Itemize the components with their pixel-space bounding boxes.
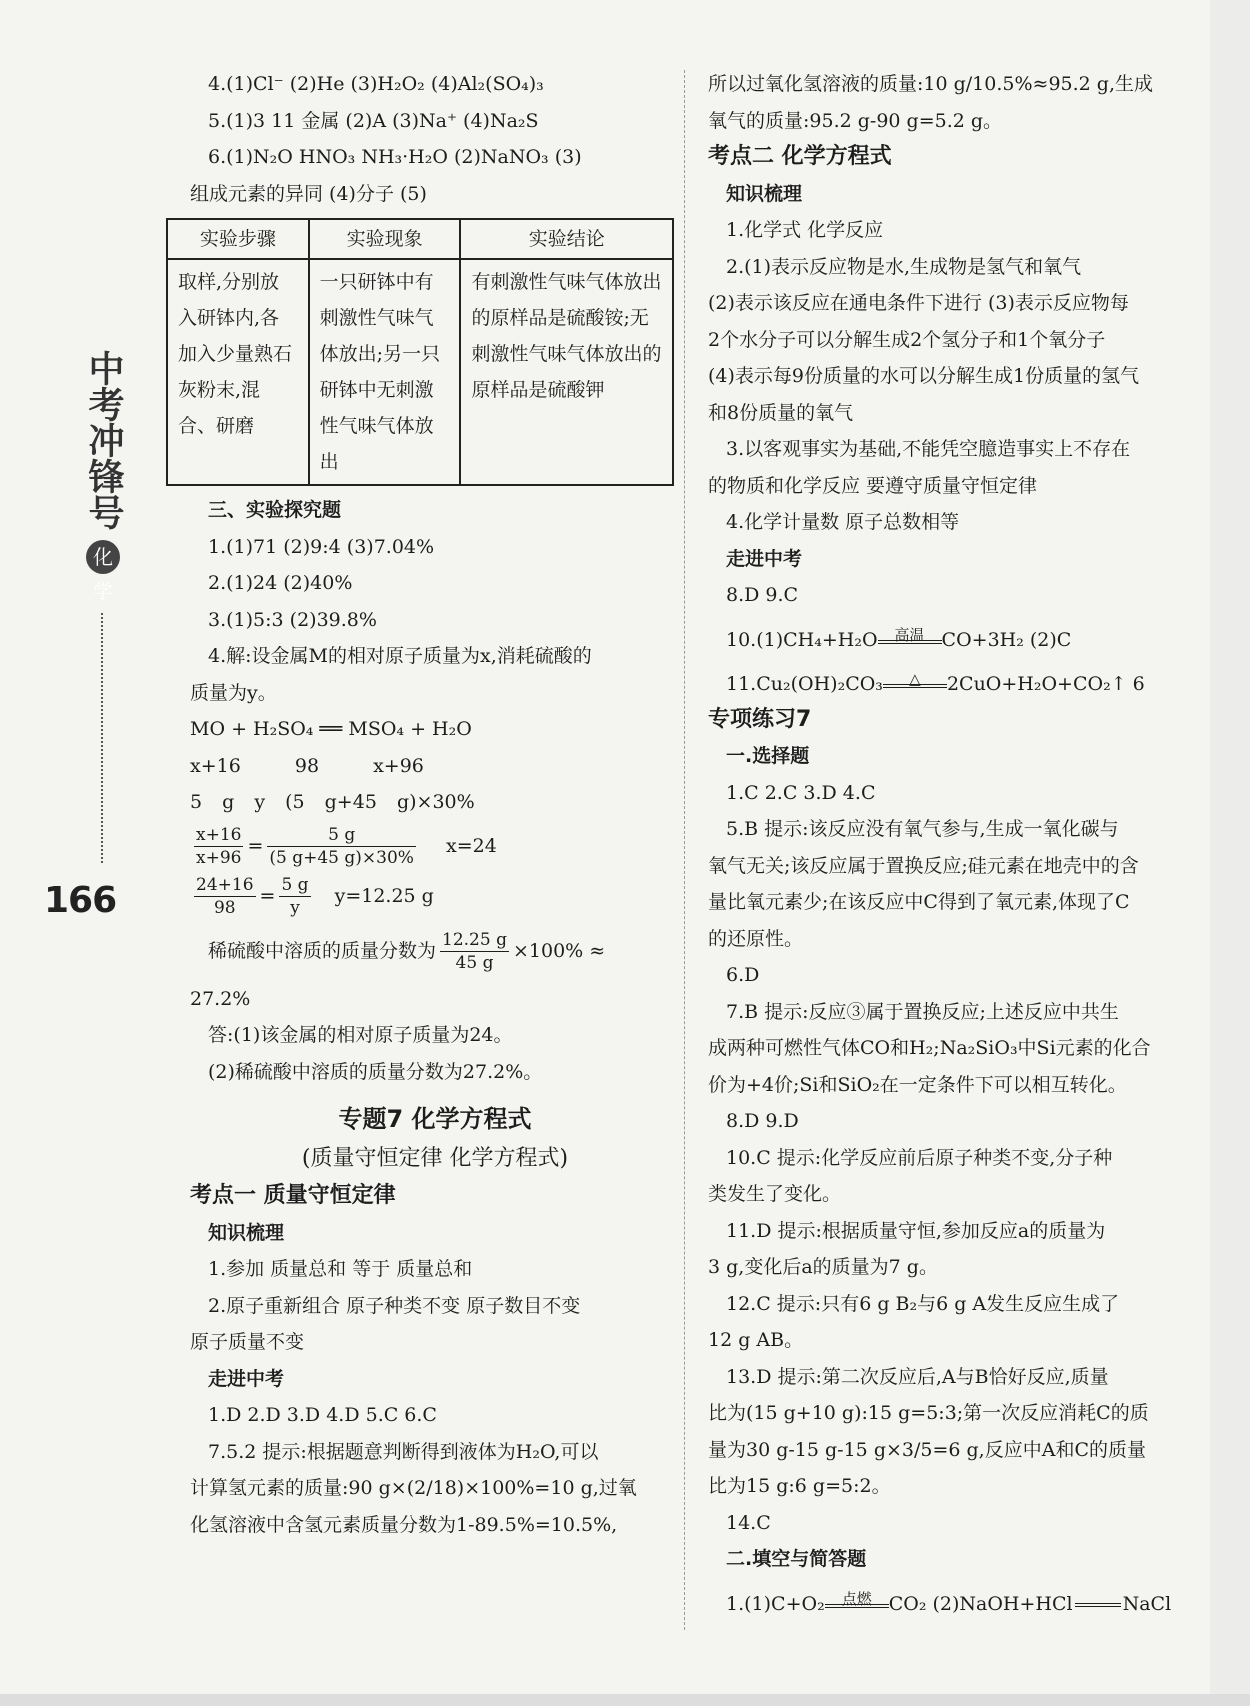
column-divider — [684, 70, 685, 1630]
equation-line: 10.(1)CH₄+H₂O 高温 CO+3H₂ (2)C — [726, 625, 1072, 651]
bottom-edge — [0, 1694, 1250, 1706]
fraction-line: 稀硫酸中溶质的质量分数为 $\frac{12.25 g}{45 g}$ ×100% ≈ — [208, 930, 606, 973]
section-heading: 考点二 化学方程式 — [708, 144, 892, 169]
text-line: 质量为y。 — [190, 681, 277, 704]
page-number: 166 — [44, 880, 117, 921]
subsection-heading: 走进中考 — [726, 547, 803, 570]
table-cell: 一只研钵中有刺激性气味气体放出;另一只研钵中无刺激性气味气体放出 — [309, 259, 461, 485]
section-heading: 专项练习7 — [708, 706, 812, 732]
equation-line: MO + H₂SO₄ ══ MSO₄ + H₂O — [190, 718, 472, 740]
fraction: $\frac{24+16}{98}$ — [196, 875, 254, 918]
text-line: 1.D 2.D 3.D 4.D 5.C 6.C — [208, 1404, 437, 1426]
text-line: 量为30 g-15 g-15 g×3/5=6 g,反应中A和C的质量 — [708, 1438, 1146, 1461]
table-cell: 有刺激性气味气体放出的原样品是硫酸铵;无刺激性气味气体放出的原样品是硫酸钾 — [460, 259, 673, 485]
section-heading: 三、实验探究题 — [208, 499, 342, 521]
text-line: 2.(1)表示反应物是水,生成物是氢气和氧气 — [726, 255, 1082, 278]
section-heading: 考点一 质量守恒定律 — [190, 1183, 396, 1208]
text-line: 10.C 提示:化学反应前后原子种类不变,分子种 — [726, 1146, 1113, 1169]
text-line: 类发生了变化。 — [708, 1183, 842, 1205]
text-line: 4.化学计量数 原子总数相等 — [726, 511, 960, 533]
text-line: (2)稀硫酸中溶质的质量分数为27.2%。 — [208, 1060, 543, 1083]
sidebar-dotted-line — [101, 613, 105, 863]
text-line: 7.5.2 提示:根据题意判断得到液体为H₂O,可以 — [208, 1440, 599, 1463]
subsection-heading: 知识梳理 — [726, 182, 803, 205]
subsection-heading: 知识梳理 — [208, 1221, 285, 1244]
table-header: 实验结论 — [460, 219, 673, 259]
text-line: 6.(1)N₂O HNO₃ NH₃·H₂O (2)NaNO₃ (3) — [208, 146, 582, 168]
text-line: 比为(15 g+10 g):15 g=5:3;第一次反应消耗C的质 — [708, 1402, 1149, 1424]
experiment-table — [166, 218, 674, 486]
subsection-heading: 一.选择题 — [726, 745, 810, 767]
text-line: 3.(1)5:3 (2)39.8% — [208, 608, 377, 631]
text-line: 1.C 2.C 3.D 4.C — [726, 781, 876, 804]
text-line: 和8份质量的氧气 — [708, 401, 854, 424]
topic-title: 专题7 化学方程式 — [338, 1105, 532, 1133]
subsection-heading: 二.填空与简答题 — [726, 1548, 867, 1570]
book-sidebar — [80, 350, 126, 873]
text-line: 2.(1)24 (2)40% — [208, 572, 353, 594]
text-line: 组成元素的异同 (4)分子 (5) — [190, 182, 427, 205]
text-line: (2)表示该反应在通电条件下进行 (3)表示反应物每 — [708, 292, 1129, 314]
text-line: 量比氧元素少;在该反应中C得到了氧元素,体现了C — [708, 891, 1130, 913]
subsection-heading: 走进中考 — [208, 1367, 285, 1390]
equation-line: 5 g y (5 g+45 g)×30% — [190, 791, 475, 813]
text-line: 14.C — [726, 1511, 771, 1534]
text-line: 化氢溶液中含氢元素质量分数为1-89.5%=10.5%, — [190, 1513, 618, 1536]
text-line: 6.D — [726, 964, 760, 986]
page-edge — [1210, 0, 1250, 1706]
fraction-line: $\frac{24+16}{98}$ = $\frac{5 g}{y}$ y=12.25 g — [196, 875, 434, 918]
text-line: 3.以客观事实为基础,不能凭空臆造事实上不存在 — [726, 438, 1131, 460]
subject-badge: 化学 — [86, 540, 120, 574]
text-line: 2.原子重新组合 原子种类不变 原子数目不变 — [208, 1294, 581, 1317]
right-column — [708, 66, 1208, 1622]
text-line: 1.化学式 化学反应 — [726, 219, 884, 241]
text-line: 氧气的质量:95.2 g-90 g=5.2 g。 — [708, 109, 1003, 132]
book-title: 中考冲锋号 — [83, 350, 124, 530]
text-line: 8.D 9.C — [726, 584, 799, 606]
text-line: 答:(1)该金属的相对原子质量为24。 — [208, 1024, 513, 1046]
topic-subtitle: (质量守恒定律 化学方程式) — [301, 1146, 569, 1171]
equation-line: 11.Cu₂(OH)₂CO₃ △ 2CuO+H₂O+CO₂↑ 6 — [726, 669, 1145, 695]
fraction: $\frac{5 g}{(5 g+45 g)\times 30\%}$ — [269, 825, 414, 868]
text-line: 27.2% — [190, 987, 251, 1010]
text-line: 的物质和化学反应 要遵守质量守恒定律 — [708, 474, 1038, 497]
text-line: 13.D 提示:第二次反应后,A与B恰好反应,质量 — [726, 1365, 1109, 1388]
text-line: 1.(1)71 (2)9:4 (3)7.04% — [208, 535, 435, 558]
text-line: 的还原性。 — [708, 927, 804, 950]
text-line: 计算氢元素的质量:90 g×(2/18)×100%=10 g,过氧 — [190, 1477, 637, 1499]
text-line: 4.(1)Cl⁻ (2)He (3)H₂O₂ (4)Al₂(SO₄)₃ — [208, 73, 544, 95]
equation-line: x+16 98 x+96 — [190, 754, 424, 777]
text-line: 8.D 9.D — [726, 1110, 799, 1132]
fraction: $\frac{x+16}{x+96}$ — [196, 825, 242, 868]
text-line: 成两种可燃性气体CO和H₂;Na₂SiO₃中Si元素的化合 — [708, 1037, 1151, 1059]
text-line: 4.解:设金属M的相对原子质量为x,消耗硫酸的 — [208, 645, 592, 667]
text-line: 12 g AB。 — [708, 1329, 804, 1351]
text-line: 11.D 提示:根据质量守恒,参加反应a的质量为 — [726, 1219, 1106, 1242]
text-line: 所以过氧化氢溶液的质量:10 g/10.5%≈95.2 g,生成 — [708, 73, 1154, 95]
text-line: 3 g,变化后a的质量为7 g。 — [708, 1256, 938, 1278]
text-line: 氧气无关;该反应属于置换反应;硅元素在地壳中的含 — [708, 854, 1139, 877]
text-line: 2个水分子可以分解生成2个氢分子和1个氧分子 — [708, 328, 1106, 351]
table-header: 实验现象 — [309, 219, 461, 259]
text-line: 5.B 提示:该反应没有氧气参与,生成一氧化碳与 — [726, 818, 1119, 840]
fraction: $\frac{5 g}{y}$ — [281, 875, 309, 918]
fraction-line: $\frac{x+16}{x+96}$ = $\frac{5 g}{(5 g+45 g)\times 30\%}$ x=24 — [196, 825, 497, 868]
text-line: (4)表示每9份质量的水可以分解生成1份质量的氢气 — [708, 365, 1140, 387]
equation-line: 1.(1)C+O₂ 点燃 CO₂ (2)NaOH+HCl NaCl — [726, 1589, 1172, 1615]
text-line: 7.B 提示:反应③属于置换反应;上述反应中共生 — [726, 1000, 1119, 1023]
equals-sign — [1075, 1603, 1121, 1607]
text-line: 原子质量不变 — [190, 1331, 305, 1353]
text-line: 12.C 提示:只有6 g B₂与6 g A发生反应生成了 — [726, 1292, 1120, 1315]
text-line: 比为15 g:6 g=5:2。 — [708, 1475, 891, 1497]
text-line: 价为+4价;Si和SiO₂在一定条件下可以相互转化。 — [708, 1073, 1127, 1096]
text-line: 5.(1)3 11 金属 (2)A (3)Na⁺ (4)Na₂S — [208, 109, 539, 132]
table-cell: 取样,分别放入研钵内,各加入少量熟石灰粉末,混合、研磨 — [167, 259, 309, 485]
left-column — [178, 66, 680, 1543]
table-header: 实验步骤 — [167, 219, 309, 259]
fraction: $\frac{12.25 g}{45 g}$ — [442, 930, 507, 973]
text-line: 1.参加 质量总和 等于 质量总和 — [208, 1258, 473, 1280]
